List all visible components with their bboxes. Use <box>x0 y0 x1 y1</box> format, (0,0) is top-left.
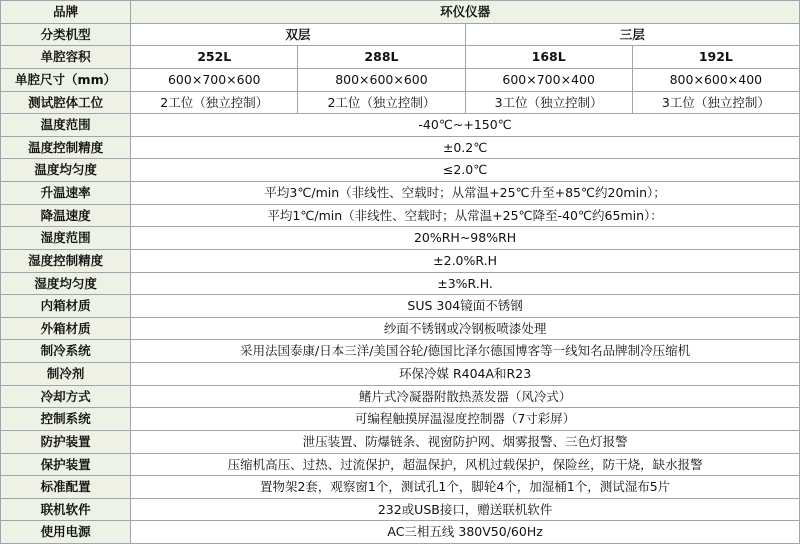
row-label: 升温速率 <box>1 182 131 205</box>
table-row <box>1 136 800 159</box>
row-label: 制冷剂 <box>1 363 131 386</box>
row-value: AC三相五线 380V50/60Hz <box>131 521 800 544</box>
row-label: 湿度范围 <box>1 227 131 250</box>
table-row <box>1 295 800 318</box>
row-value: SUS 304镜面不锈钢 <box>131 295 800 318</box>
row-value: 2工位（独立控制） <box>131 91 298 114</box>
table-row <box>1 182 800 205</box>
table-row <box>1 114 800 137</box>
row-value: 600×700×600 <box>131 68 298 91</box>
row-label: 湿度均匀度 <box>1 272 131 295</box>
table-row <box>1 23 800 46</box>
row-value: ±3%R.H. <box>131 272 800 295</box>
table-row <box>1 317 800 340</box>
row-value: 平均3℃/min（非线性、空载时；从常温+25℃升至+85℃约20min）； <box>131 182 800 205</box>
row-value: 鳍片式冷凝器附散热蒸发器（风冷式） <box>131 385 800 408</box>
table-row <box>1 91 800 114</box>
row-value: 2工位（独立控制） <box>298 91 465 114</box>
row-label: 温度均匀度 <box>1 159 131 182</box>
table-row <box>1 340 800 363</box>
row-value: -40℃~+150℃ <box>131 114 800 137</box>
row-label: 品牌 <box>1 1 131 24</box>
row-label: 标准配置 <box>1 476 131 499</box>
row-label: 内箱材质 <box>1 295 131 318</box>
row-label: 温度范围 <box>1 114 131 137</box>
table-row <box>1 227 800 250</box>
row-value: 三层 <box>465 23 799 46</box>
row-label: 联机软件 <box>1 498 131 521</box>
table-row <box>1 453 800 476</box>
row-value: 环仪仪器 <box>131 1 800 24</box>
row-value: 采用法国泰康/日本三洋/美国谷轮/德国比泽尔德国博客等一线知名品牌制冷压缩机 <box>131 340 800 363</box>
table-row <box>1 159 800 182</box>
table-row <box>1 476 800 499</box>
row-value: 20%RH~98%RH <box>131 227 800 250</box>
row-label: 制冷系统 <box>1 340 131 363</box>
table-row <box>1 46 800 69</box>
table-row <box>1 363 800 386</box>
row-value: 双层 <box>131 23 465 46</box>
table-row <box>1 68 800 91</box>
row-value: 纱面不锈钢或冷钢板喷漆处理 <box>131 317 800 340</box>
table-row <box>1 408 800 431</box>
row-label: 降温速度 <box>1 204 131 227</box>
specification-table-body <box>1 1 800 544</box>
row-label: 温度控制精度 <box>1 136 131 159</box>
row-value: 232或USB接口，赠送联机软件 <box>131 498 800 521</box>
table-row <box>1 1 800 24</box>
table-row <box>1 385 800 408</box>
row-value: 3工位（独立控制） <box>632 91 799 114</box>
row-value: 可编程触摸屏温湿度控制器（7寸彩屏） <box>131 408 800 431</box>
table-row <box>1 521 800 544</box>
row-value: 252L <box>131 46 298 69</box>
row-label: 防护装置 <box>1 430 131 453</box>
row-label: 外箱材质 <box>1 317 131 340</box>
row-label: 测试腔体工位 <box>1 91 131 114</box>
row-value: 192L <box>632 46 799 69</box>
row-label: 单腔容积 <box>1 46 131 69</box>
row-value: 压缩机高压、过热、过流保护，超温保护，风机过载保护，保险丝，防干烧，缺水报警 <box>131 453 800 476</box>
row-value: 800×600×400 <box>632 68 799 91</box>
table-row <box>1 430 800 453</box>
row-label: 单腔尺寸（mm） <box>1 68 131 91</box>
row-label: 使用电源 <box>1 521 131 544</box>
row-value: 平均1℃/min（非线性、空载时；从常温+25℃降至-40℃约65min）： <box>131 204 800 227</box>
row-value: 置物架2套，观察窗1个，测试孔1个，脚轮4个，加湿桶1个，测试湿布5片 <box>131 476 800 499</box>
row-value: 800×600×600 <box>298 68 465 91</box>
row-value: ±2.0%R.H <box>131 249 800 272</box>
row-label: 保护装置 <box>1 453 131 476</box>
row-label: 控制系统 <box>1 408 131 431</box>
row-label: 冷却方式 <box>1 385 131 408</box>
table-row <box>1 204 800 227</box>
row-value: 泄压装置、防爆链条、视窗防护网、烟雾报警、三色灯报警 <box>131 430 800 453</box>
row-value: ±0.2℃ <box>131 136 800 159</box>
row-value: 600×700×400 <box>465 68 632 91</box>
table-row <box>1 272 800 295</box>
row-value: 288L <box>298 46 465 69</box>
table-row <box>1 498 800 521</box>
row-value: 3工位（独立控制） <box>465 91 632 114</box>
row-value: 168L <box>465 46 632 69</box>
row-label: 湿度控制精度 <box>1 249 131 272</box>
row-value: 环保冷媒 R404A和R23 <box>131 363 800 386</box>
table-row <box>1 249 800 272</box>
row-label: 分类机型 <box>1 23 131 46</box>
row-value: ≤2.0℃ <box>131 159 800 182</box>
